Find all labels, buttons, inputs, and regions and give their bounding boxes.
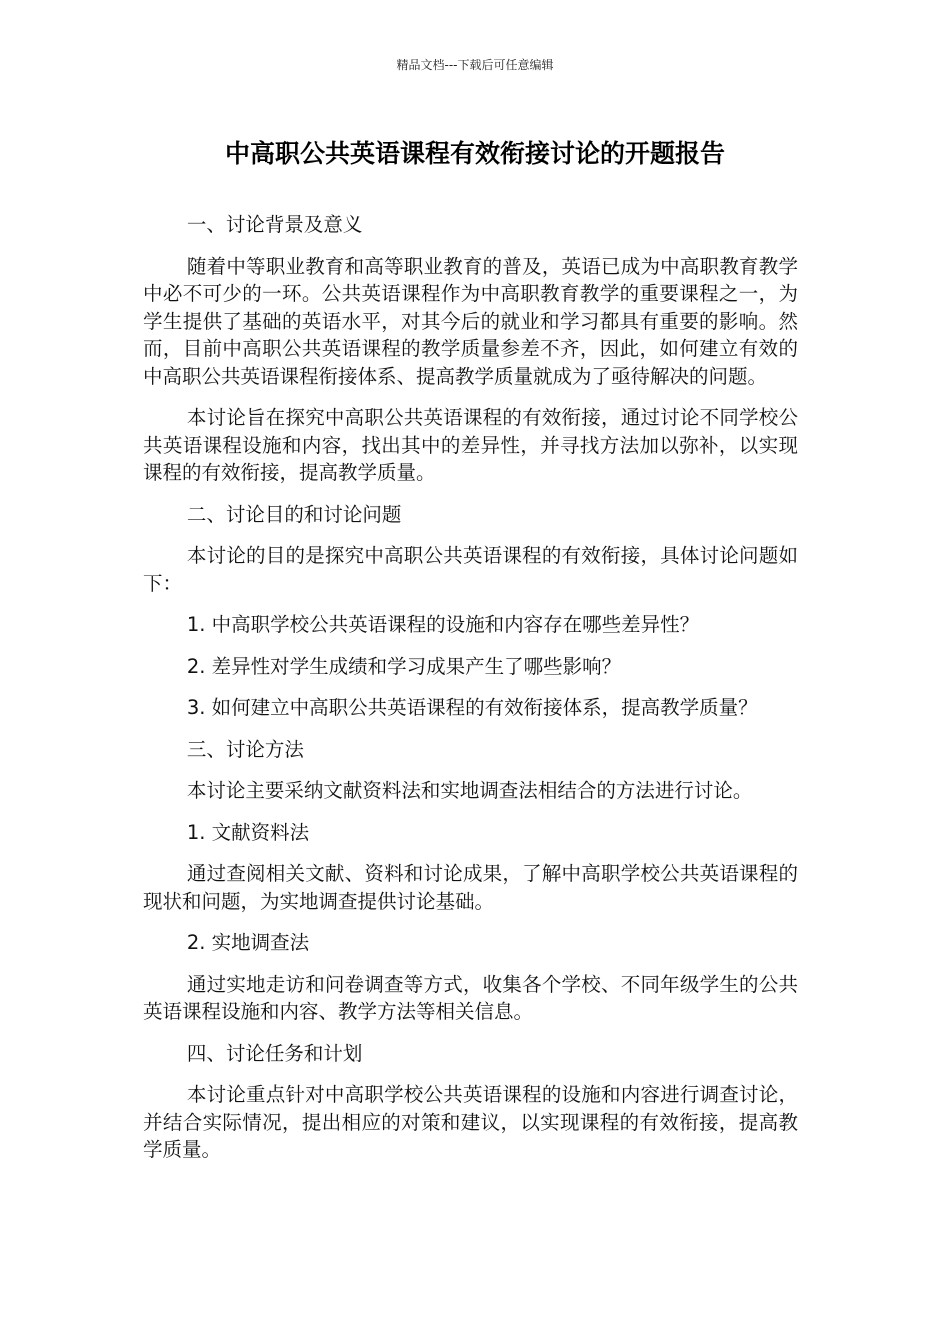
method-heading-field-survey: 2. 实地调查法 <box>186 931 310 954</box>
paragraph-background-2: 本讨论旨在探究中高职公共英语课程的有效衔接，通过讨论不同学校公共英语课程设施和内容，找出其中的差异性，并寻找方法加以弥补，以实现课程的有效衔接，提高教学质量。 <box>143 406 798 484</box>
paragraph-method-field-survey: 通过实地走访和问卷调查等方式，收集各个学校、不同年级学生的公共英语课程设施和内容、教学方法等相关信息。 <box>143 972 798 1023</box>
paragraph-goals-intro: 本讨论的目的是探究中高职公共英语课程的有效衔接，具体讨论问题如下： <box>143 544 798 595</box>
document-title: 中高职公共英语课程有效衔接讨论的开题报告 <box>224 139 725 168</box>
question-item-2: 2. 差异性对学生成绩和学习成果产生了哪些影响？ <box>186 654 622 678</box>
section-heading-methods: 三、讨论方法 <box>186 737 304 761</box>
question-item-1: 1. 中高职学校公共英语课程的设施和内容存在哪些差异性？ <box>186 613 700 636</box>
paragraph-tasks: 本讨论重点针对中高职学校公共英语课程的设施和内容进行调查讨论，并结合实际情况，提出相应的对策和建议，以实现课程的有效衔接，提高教学质量。 <box>143 1083 798 1161</box>
document-body <box>143 211 798 1178</box>
page-header: 精品文档---下载后可任意编辑 <box>396 58 554 72</box>
method-heading-literature: 1. 文献资料法 <box>186 820 310 844</box>
paragraph-methods-intro: 本讨论主要采纳文献资料法和实地调查法相结合的方法进行讨论。 <box>186 779 753 802</box>
question-item-3: 3. 如何建立中高职公共英语课程的有效衔接体系，提高教学质量？ <box>186 696 758 719</box>
section-heading-goals: 二、讨论目的和讨论问题 <box>186 502 402 526</box>
paragraph-method-literature: 通过查阅相关文献、资料和讨论成果，了解中高职学校公共英语课程的现状和问题，为实地调查提供讨论基础。 <box>143 862 798 913</box>
paragraph-background-1: 随着中等职业教育和高等职业教育的普及，英语已成为中高职教育教学中必不可少的一环。公共英语课程作为中高职教育教学的重要课程之一，为学生提供了基础的英语水平，对其今后的就业和学习都具有重要的影响。然而，目前中高职公共英语课程的教学质量参差不齐，因此，如何建立有效的中高职公共英语课程衔接体系、提高教学质量就成为了亟待解决的问题。 <box>143 254 798 388</box>
section-heading-tasks: 四、讨论任务和计划 <box>186 1041 363 1065</box>
section-heading-background: 一、讨论背景及意义 <box>186 213 363 236</box>
